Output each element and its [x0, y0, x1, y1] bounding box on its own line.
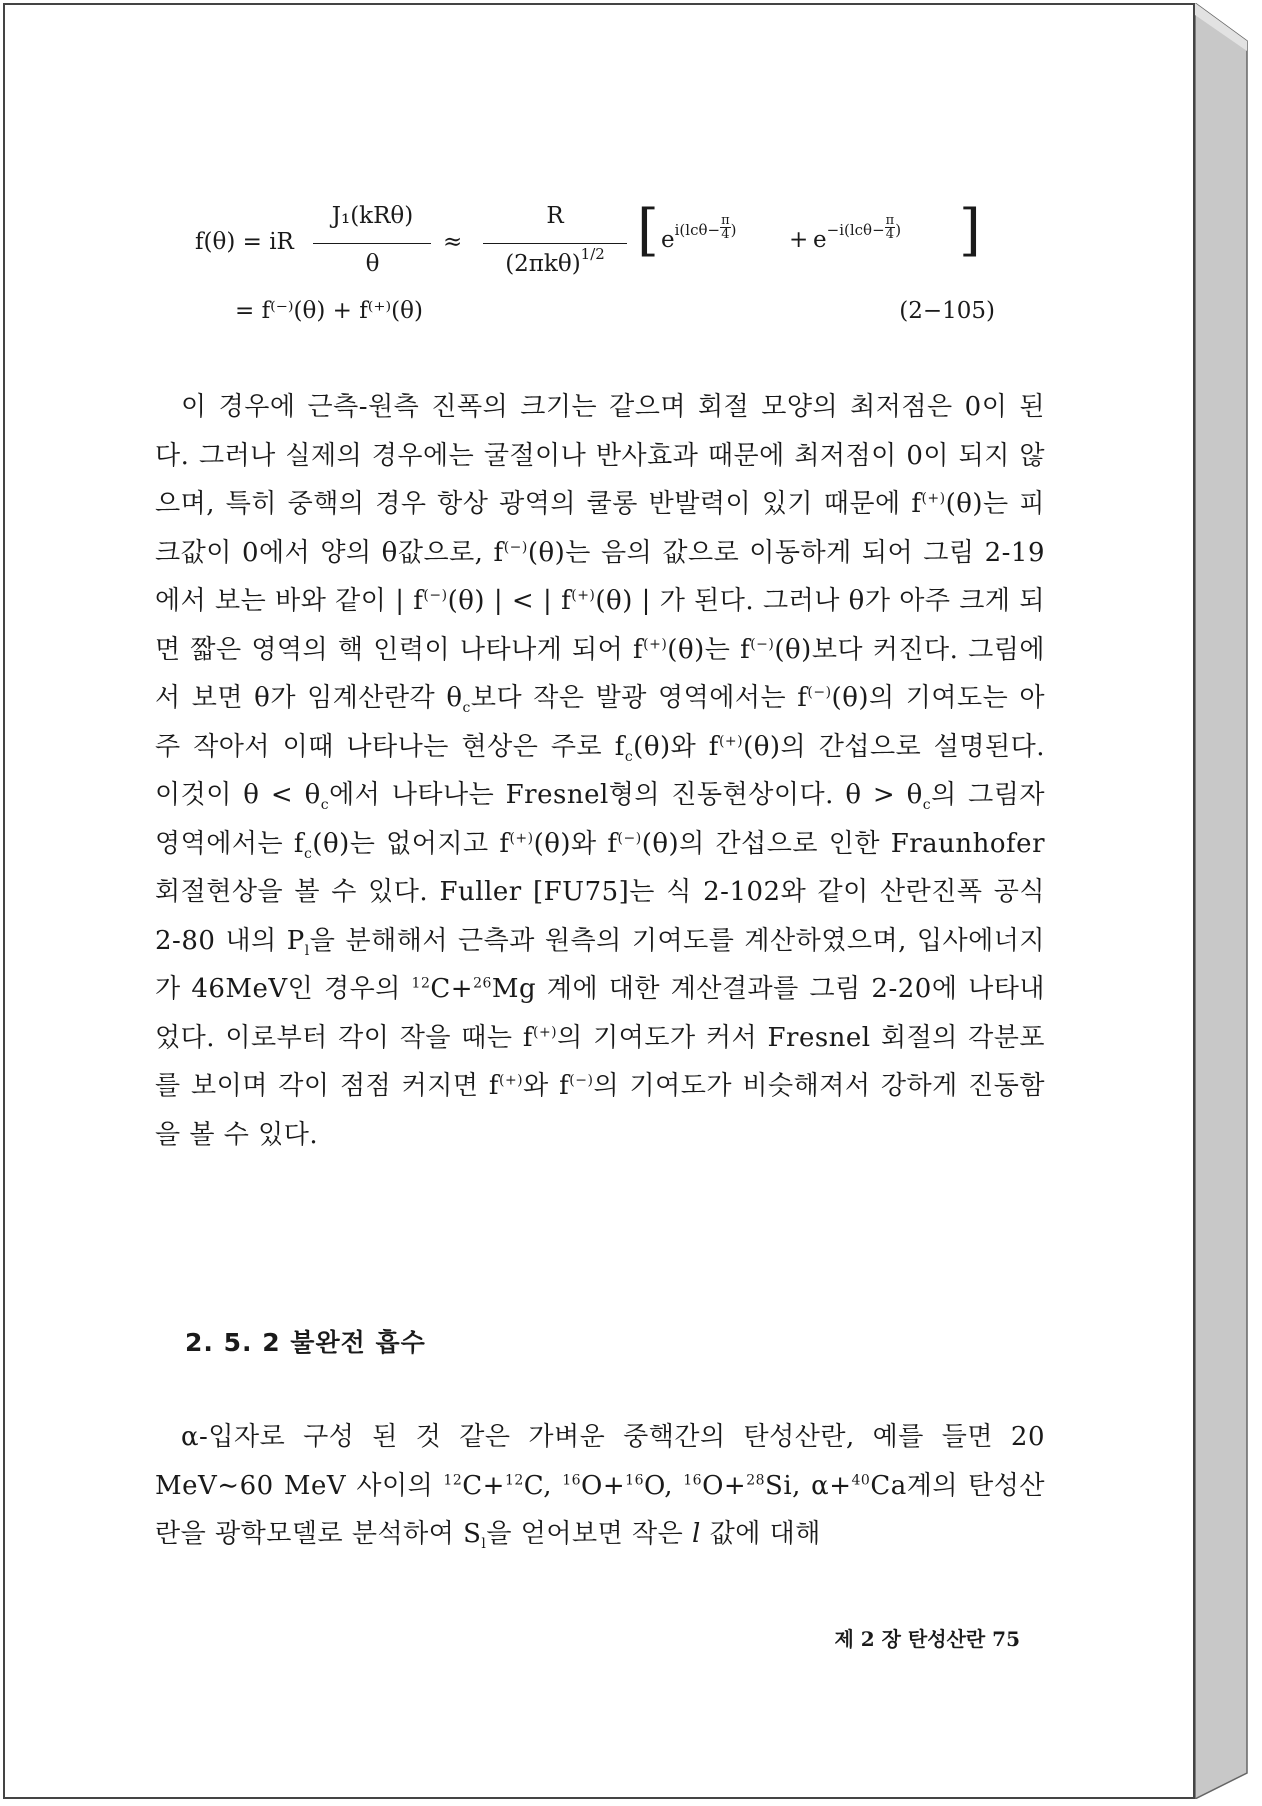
- eq-term2-pi: π: [885, 212, 895, 228]
- p1-s02: (−): [503, 538, 528, 555]
- p2-s05: 16: [683, 1471, 703, 1488]
- paragraph-1: [155, 383, 1045, 1159]
- p2-t04: O+: [581, 1470, 626, 1501]
- eq-lhs: f(θ) = iR: [195, 229, 294, 255]
- eq-frac1-num: J₁(kRθ): [331, 203, 414, 229]
- p1-s08: (−): [807, 684, 832, 701]
- eq-frac1-bar: [313, 243, 431, 244]
- section-heading-2-5-2: 2. 5. 2 불완전 흡수: [185, 1328, 426, 1357]
- p1-s20: (+): [498, 1072, 524, 1089]
- eq-bracket-open: [: [637, 198, 659, 263]
- eq-term1-exp: i(lcθ−: [674, 221, 721, 239]
- p1-t15: (θ)와 f: [533, 828, 618, 859]
- eq-frac2-den-base: (2πkθ): [505, 251, 581, 277]
- eq-approx: ≈: [443, 229, 463, 255]
- equation-number: (2−105): [899, 298, 995, 324]
- p1-t08: 보다 작은 발광 영역에서는 f: [470, 683, 808, 713]
- paragraph-incomplete-absorption: [155, 1413, 1045, 1559]
- p1-s14: (+): [509, 829, 534, 846]
- p2-t07: Si, α+: [765, 1470, 852, 1501]
- eq-term1-pi: π: [721, 212, 730, 228]
- p1-t05: (θ) | 가 된다. 그러나 θ가 아주 크게 되면 짧은 영역의 핵 인력이 나타나게 되어 f: [155, 586, 1045, 665]
- eq-term1-exp-tail: ): [730, 221, 737, 239]
- document-page: [3, 3, 1195, 1799]
- p2-i09: l: [691, 1519, 701, 1549]
- eq-bracket-close: ]: [959, 198, 981, 263]
- p1-s06: (−): [750, 635, 775, 652]
- p1-b09: c: [624, 748, 634, 765]
- eq-frac2-den: [485, 245, 625, 277]
- p1-t13: 의 그림자 영역에서는 f: [155, 780, 1046, 859]
- p1-t07: (θ)보다 커진다. 그림에서 보면 θ가 임계산란각 θ: [155, 634, 1045, 713]
- p1-s03: (−): [423, 587, 448, 604]
- p1-b11: c: [320, 797, 330, 814]
- page-footer: 제 2 장 탄성산란 75: [834, 1627, 1020, 1651]
- p1-t22: 의 기여도가 비슷해져서 강하게 진동함을 볼 수 있다.: [155, 1071, 1045, 1150]
- p1-s21: (−): [569, 1072, 594, 1089]
- p1-s18: 26: [473, 975, 492, 992]
- eq-plus: +: [789, 227, 809, 253]
- p1-t16: (θ)의 간섭으로 인한 Fraunhofer 회절현상을 볼 수 있다. Fuller [FU75]는 식 2-102와 같이 산란진폭 공식 2-80 내의 P: [155, 828, 1045, 956]
- eq-frac2-bar: [483, 243, 627, 244]
- eq-frac2-den-exp: 1/2: [580, 245, 605, 263]
- equation-line-1: [195, 198, 1025, 283]
- equation-2-105: [195, 198, 1025, 333]
- p1-t20: 의 기여도가 커서 Fresnel 회절의 각분포를 보이며 각이 점점 커지면 f: [155, 1022, 1045, 1101]
- equation-line-2: [235, 298, 1025, 332]
- p2-t06: O+: [702, 1470, 747, 1501]
- p1-t06: (θ)는 f: [667, 634, 751, 665]
- p1-s04: (+): [571, 587, 596, 604]
- p2-s07: 40: [851, 1471, 871, 1488]
- p2-t05: O,: [643, 1470, 684, 1501]
- p2-t01: α-입자로 구성 된 것 같은 가벼운 중핵간의 탄성산란, 예를 들면 20 MeV∼60 MeV 사이의: [155, 1422, 1045, 1501]
- p1-t04: (θ) | < | f: [447, 586, 572, 616]
- p1-s15: (−): [617, 829, 642, 846]
- p2-t02: C+: [462, 1470, 505, 1501]
- page-edge-3d: [1195, 3, 1257, 1799]
- p2-s01: 12: [443, 1471, 463, 1488]
- p1-t01: 이 경우에 근측-원측 진폭의 크기는 같으며 회절 모양의 최저점은 0이 된다. 그러나 실제의 경우에는 굴절이나 반사효과 때문에 최저점이 0이 되지 않으며, 특히 중핵의 경우 항상 광역의 쿨롱 반발력이 있기 때문에 f: [155, 392, 1045, 519]
- p1-s19: (+): [532, 1023, 558, 1040]
- p2-t08: Ca계의 탄성산란을 광학모델로 분석하여 S: [155, 1470, 1045, 1549]
- p2-s06: 28: [746, 1471, 766, 1488]
- p1-s01: (+): [921, 490, 946, 507]
- eq-term2: [813, 212, 902, 255]
- paragraph-near-far-amplitude: [155, 383, 1045, 1159]
- p2-s02: 12: [504, 1471, 524, 1488]
- eq-term1-base: e: [661, 227, 675, 253]
- eq-term2-four: 4: [885, 226, 895, 242]
- p2-t03: C,: [523, 1470, 563, 1501]
- p1-t02: (θ)는 피크값이 0에서 양의 θ값으로, f: [155, 489, 1045, 568]
- eq-term1-pi-frac: [720, 214, 731, 241]
- eq-term2-base: e: [813, 227, 827, 253]
- p1-t03: (θ)는 음의 값으로 이동하게 되어 그림 2-19에서 보는 바와 같이 | f: [155, 537, 1045, 616]
- eq-frac1-den: θ: [365, 251, 380, 277]
- p1-s17: 12: [411, 975, 431, 992]
- p2-t09: 을 얻어보면 작은: [486, 1519, 692, 1549]
- eq-term1: [661, 212, 737, 255]
- eq-term2-exp-tail: ): [895, 221, 902, 239]
- p2-t10: 값에 대해: [700, 1519, 821, 1549]
- p1-t12: 에서 나타나는 Fresnel형의 진동현상이다. θ > θ: [329, 780, 923, 810]
- p2-s03: 16: [562, 1471, 582, 1488]
- p1-t18: C+: [430, 974, 474, 1004]
- p1-s05: (+): [643, 635, 668, 652]
- p1-t19: Mg 계에 대한 계산결과를 그림 2-20에 나타내었다. 이로부터 각이 작을 때는 f: [155, 974, 1045, 1053]
- paragraph-2: [155, 1413, 1045, 1559]
- p2-b08: l: [481, 1536, 487, 1553]
- p1-t14: (θ)는 없어지고 f: [312, 828, 510, 859]
- p1-t17: 을 분해해서 근측과 원측의 기여도를 계산하였으며, 입사에너지가 46MeV인 경우의: [155, 925, 1046, 1004]
- p1-t11: (θ)의 간섭으로 설명된다. 이것이 θ < θ: [155, 731, 1045, 810]
- p1-b16: l: [304, 942, 310, 959]
- p1-b13: c: [303, 845, 313, 862]
- p1-t21: 와 f: [523, 1071, 570, 1101]
- p1-t10: (θ)와 f: [633, 731, 719, 762]
- eq-line2-text: = f⁽⁻⁾(θ) + f⁽⁺⁾(θ): [235, 298, 423, 324]
- eq-term2-exp: −i(lcθ−: [826, 221, 885, 239]
- eq-frac2-num: R: [546, 203, 564, 229]
- p1-t09: (θ)의 기여도는 아주 작아서 이때 나타나는 현상은 주로 f: [155, 683, 1046, 762]
- p1-s10: (+): [718, 732, 744, 749]
- p2-s04: 16: [625, 1471, 644, 1488]
- eq-term2-pi-frac: [885, 214, 896, 241]
- eq-term1-four: 4: [721, 226, 730, 242]
- p1-b12: c: [922, 797, 932, 814]
- p1-b07: c: [462, 700, 471, 717]
